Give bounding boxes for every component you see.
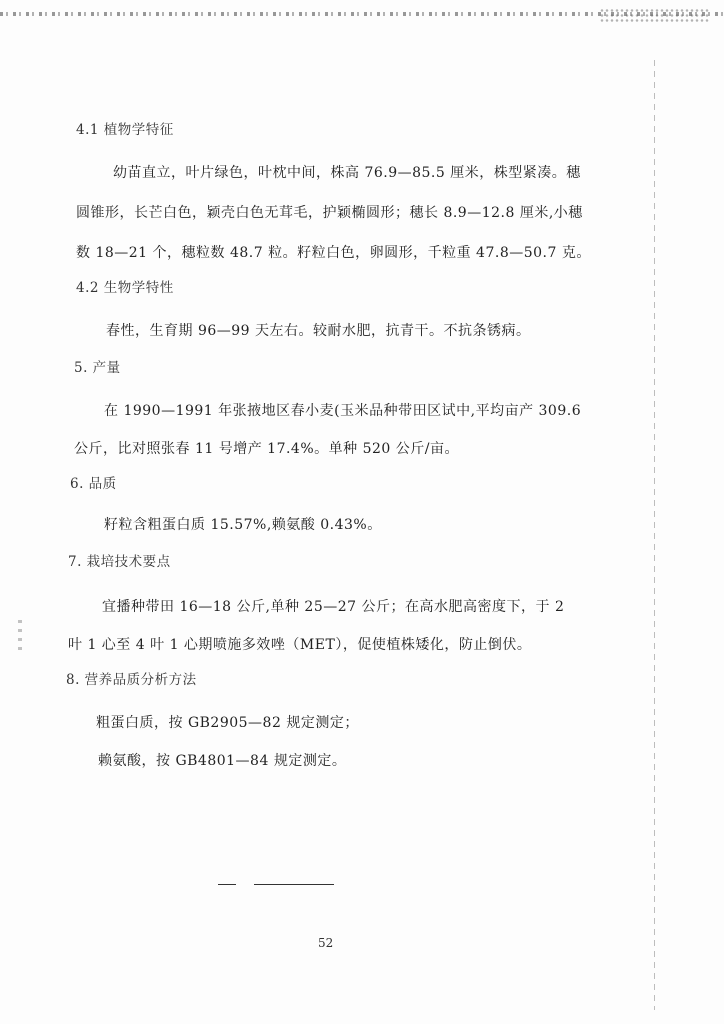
section-heading-5: 5. 产量 (74, 360, 121, 376)
paragraph-line: 幼苗直立，叶片绿色，叶枕中间，株高 76.9—85.5 厘米，株型紧凑。穗 (113, 165, 581, 181)
page-number: 52 (318, 936, 334, 950)
paragraph-line: 在 1990—1991 年张掖地区春小麦(玉米品种带田区试中,平均亩产 309.6 (104, 403, 582, 419)
footer-rule-long (254, 884, 334, 885)
section-heading-4-1: 4.1 植物学特征 (76, 122, 174, 138)
scan-corner-noise (600, 8, 710, 24)
paragraph-line: 赖氨酸，按 GB4801—84 规定测定。 (98, 753, 347, 769)
section-heading-6: 6. 品质 (70, 476, 117, 492)
paragraph-line: 圆锥形，长芒白色，颖壳白色无茸毛，护颖椭圆形；穗长 8.9—12.8 厘米,小穗 (76, 205, 583, 221)
scan-right-edge (654, 60, 655, 1010)
paragraph-line: 籽粒含粗蛋白质 15.57%,赖氨酸 0.43%。 (104, 517, 382, 533)
footer-rule-short (218, 884, 236, 885)
section-heading-8: 8. 营养品质分析方法 (66, 672, 197, 688)
section-heading-4-2: 4.2 生物学特性 (76, 280, 174, 296)
paragraph-line: 叶 1 心至 4 叶 1 心期喷施多效唑（MET），促使植株矮化，防止倒伏。 (68, 637, 532, 653)
paragraph-line: 春性，生育期 96—99 天左右。较耐水肥，抗青干。不抗条锈病。 (106, 323, 531, 339)
paragraph-line: 粗蛋白质，按 GB2905—82 规定测定； (96, 715, 359, 731)
paragraph-line: 数 18—21 个，穗粒数 48.7 粒。籽粒白色，卵圆形，千粒重 47.8—50.7 克。 (76, 245, 591, 261)
paragraph-line: 宜播种带田 16—18 公斤,单种 25—27 公斤；在高水肥高密度下，于 2 (102, 599, 565, 615)
section-heading-7: 7. 栽培技术要点 (68, 554, 171, 570)
paragraph-line: 公斤，比对照张春 11 号增产 17.4%。单种 520 公斤/亩。 (74, 441, 459, 457)
scan-left-marks (18, 620, 22, 650)
